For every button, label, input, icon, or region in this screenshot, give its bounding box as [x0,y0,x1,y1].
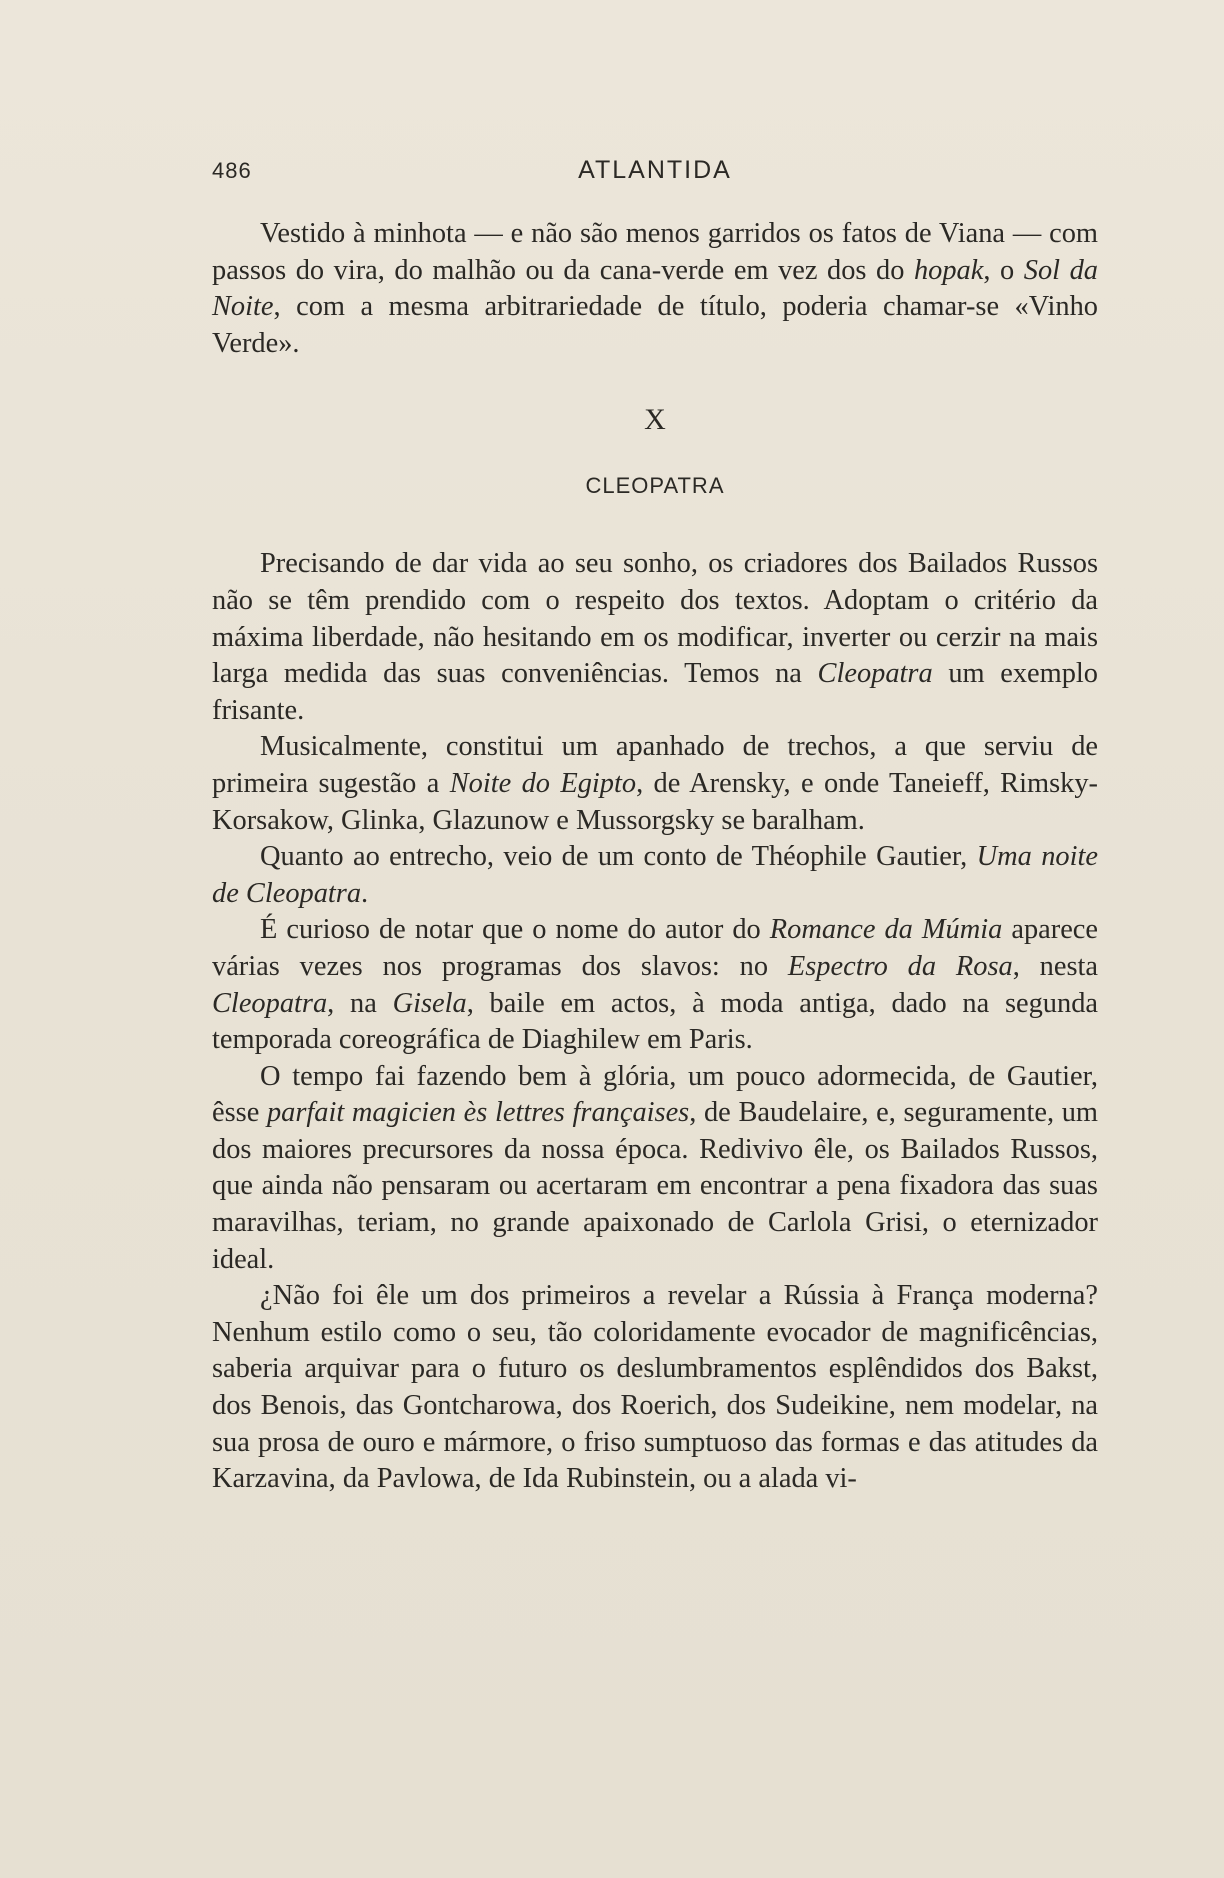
paragraph-text: Precisando de dar vida ao seu sonho, os criadores dos Bailados Russos não se têm prendido com o respeito dos textos. Adoptam o critério da máxima liberdade, não hesitando em os modificar, inverter ou cerzir na mais larga medida das suas conveniências. Temos na [212,548,1098,690]
paragraph-text: um exemplo frisante. [212,658,1098,726]
italic-text: hopak [913,254,984,286]
paragraph-vinho-verde [212,216,1098,362]
page-number: 486 [212,158,252,183]
paragraph-entrecho [212,839,1098,912]
paragraph-text: , de Baudelaire, e, seguramente, um dos maiores precursores da nossa época. Redivivo êle, os Bailados Russos, que ainda não pensaram ou acertaram em encontrar a pena fixadora das suas maravilhas, teriam, no grande apaixonado de Carlola Grisi, o eternizador ideal. [212,1097,1099,1275]
paragraph-text: Quanto ao entrecho, veio de um conto de Théophile Gautier, [260,841,977,873]
paragraph-text: , com a mesma arbitrariedade de título, poderia chamar-se «Vinho Verde». [212,291,1098,359]
section-numeral: X [644,403,666,437]
section-title: CLEOPATRA [585,473,725,499]
paragraph-gautier [212,1059,1098,1279]
italic-text: Gisela [392,987,467,1019]
italic-text: Romance da Múmia [769,914,1003,946]
paragraph-text: , de Arensky, e onde Taneieff, Rimsky-Korsakow, Glinka, Glazunow e Mussorgsky se baralham. [212,767,1098,836]
italic-text: Noite do Egipto [449,767,637,799]
paragraph-text: Vestido à minhota — e não são menos garridos os fatos de Viana — com passos do vira, do malhão ou da cana-verde em vez dos do [212,218,1098,286]
paragraph-text: , nesta [1012,950,1099,982]
paragraph-textos [212,546,1098,729]
paragraph-text: , na [327,987,393,1019]
italic-text: Cleopatra [212,987,328,1019]
paragraph-curioso [212,912,1098,1058]
italic-text: Sol da Noite [212,254,1098,323]
paragraph-text: . [361,877,369,909]
paragraph-musicalmente [212,729,1098,839]
paragraph-text: É curioso de notar que o nome do autor do [260,914,770,946]
paragraph-text: , o [983,254,1024,286]
running-title: ATLANTIDA [578,156,732,184]
paragraph-text: ¿Não foi êle um dos primeiros a revelar a Rússia à França moderna? Nenhum estilo como o seu, tão coloridamente evocador de magnificências, saberia arquivar para o futuro os deslumbramentos esplêndidos dos Bakst, dos Benois, das Gontcharowa, dos Roerich, dos Sudeikine, nem modelar, na sua prosa de ouro e mármore, o friso sumptuoso das formas e das atitudes da Karzavina, da Pavlowa, de Ida Rubinstein, ou a alada vi- [212,1280,1098,1495]
italic-text: Cleopatra [817,658,933,690]
body-text [212,216,1098,1498]
italic-text: parfait magicien ès lettres françaises [266,1097,690,1129]
paragraph-text: , baile em actos, à moda antiga, dado na segunda temporada coreográfica de Diaghilew em Paris. [212,987,1098,1056]
paragraph-russia [212,1278,1098,1498]
paragraph-text: aparece várias vezes nos programas dos slavos: no [212,914,1099,982]
page-header [212,150,1098,190]
italic-text: Uma noite de Cleopatra [212,841,1098,909]
paragraph-text: Musicalmente, constitui um apanhado de trechos, a que serviu de primeira sugestão a [212,731,1098,799]
paragraph-text: O tempo fai fazendo bem à glória, um pouco adormecida, de Gautier, êsse [212,1060,1098,1129]
italic-text: Espectro da Rosa [787,950,1013,982]
